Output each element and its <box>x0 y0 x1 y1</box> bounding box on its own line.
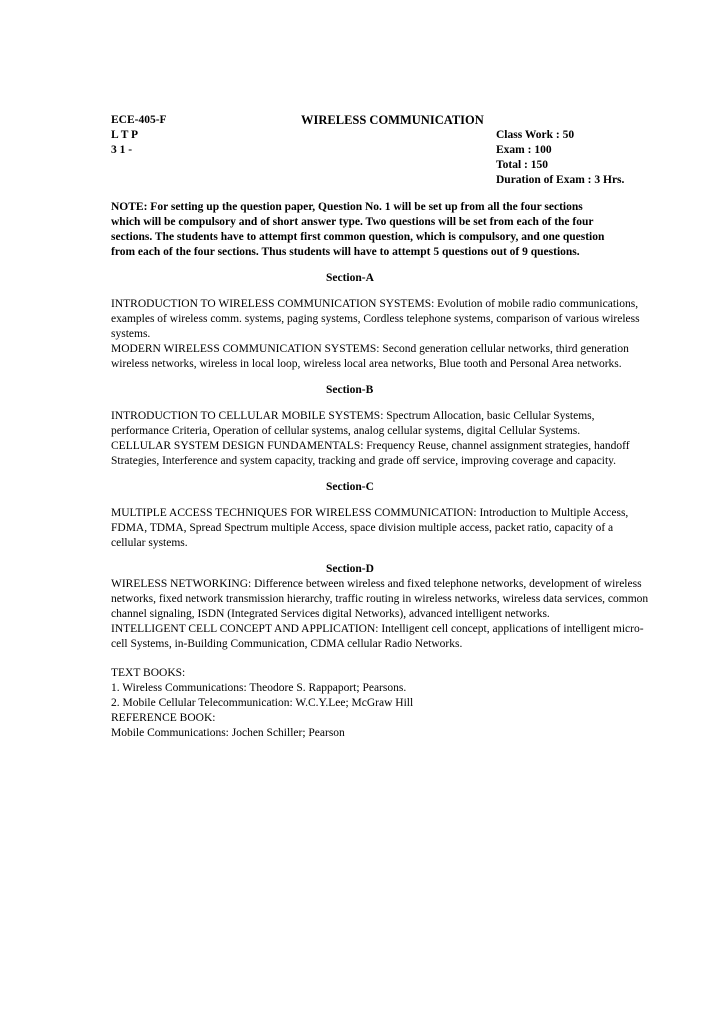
exam-duration: Duration of Exam : 3 Hrs. <box>496 174 625 186</box>
text-books-heading: TEXT BOOKS: <box>111 667 186 679</box>
course-code: ECE-405-F <box>111 114 167 126</box>
section-line: cellular systems. <box>111 537 188 549</box>
exam-marks: Exam : 100 <box>496 144 552 156</box>
header-row-title <box>111 113 681 128</box>
section-heading: Section-A <box>326 272 374 284</box>
class-work: Class Work : 50 <box>496 129 575 141</box>
section-line: FDMA, TDMA, Spread Spectrum multiple Access, space division multiple access, packet ratio, capacity of a <box>111 522 614 534</box>
total-marks: Total : 150 <box>496 159 548 171</box>
reference-book-heading: REFERENCE BOOK: <box>111 712 216 724</box>
exam-note <box>111 200 681 260</box>
ltp-label: L T P <box>111 129 139 141</box>
section-line: CELLULAR SYSTEM DESIGN FUNDAMENTALS: Frequency Reuse, channel assignment strategies, handoff <box>111 440 630 452</box>
note-line: sections. The students have to attempt first common question, which is compulsory, and one question <box>111 231 605 243</box>
section-heading: Section-B <box>326 384 374 396</box>
section-line: INTELLIGENT CELL CONCEPT AND APPLICATION: Intelligent cell concept, applications of intelligent micro- <box>111 623 644 635</box>
section-line: performance Criteria, Operation of cellular systems, analog cellular systems, digital Cellular Systems. <box>111 425 581 437</box>
header-row-total <box>111 158 681 173</box>
section-c <box>111 480 681 551</box>
section-heading: Section-C <box>326 481 374 493</box>
book-entry: 2. Mobile Cellular Telecommunication: W.C.Y.Lee; McGraw Hill <box>111 697 414 709</box>
section-line: channel signaling, ISDN (Integrated Services digital Networks), advanced intelligent networks. <box>111 608 550 620</box>
section-line: INTRODUCTION TO CELLULAR MOBILE SYSTEMS: Spectrum Allocation, basic Cellular Systems, <box>111 410 595 422</box>
note-line: NOTE: For setting up the question paper, Question No. 1 will be set up from all the four sections <box>111 201 583 213</box>
header-row-ltp <box>111 128 681 143</box>
header-row-ltp-values <box>111 143 681 158</box>
section-b <box>111 383 681 469</box>
section-a <box>111 271 681 372</box>
section-line: cell Systems, in-Building Communication, CDMA cellular Radio Networks. <box>111 638 463 650</box>
section-line: INTRODUCTION TO WIRELESS COMMUNICATION SYSTEMS: Evolution of mobile radio communications, <box>111 298 639 310</box>
book-entry: Mobile Communications: Jochen Schiller; Pearson <box>111 727 345 739</box>
course-title: WIRELESS COMMUNICATION <box>301 113 484 127</box>
section-line: networks, fixed network transmission hierarchy, traffic routing in wireless networks, wireless data services, common <box>111 593 649 605</box>
section-line: MODERN WIRELESS COMMUNICATION SYSTEMS: Second generation cellular networks, third generation <box>111 343 629 355</box>
books-list <box>111 666 681 741</box>
ltp-values: 3 1 - <box>111 144 133 156</box>
section-line: systems. <box>111 328 151 340</box>
section-line: examples of wireless comm. systems, paging systems, Cordless telephone systems, comparison of various wireless <box>111 313 640 325</box>
header-row-duration <box>111 173 681 188</box>
note-line: which will be compulsory and of short answer type. Two questions will be set from each of the four <box>111 216 594 228</box>
section-heading: Section-D <box>326 563 374 575</box>
section-line: Strategies, Interference and system capacity, tracking and grade off service, improving coverage and capacity. <box>111 455 617 467</box>
syllabus-page <box>111 113 681 741</box>
section-d <box>111 562 681 652</box>
section-line: wireless networks, wireless in local loop, wireless local area networks, Blue tooth and Personal Area networks. <box>111 358 622 370</box>
book-entry: 1. Wireless Communications: Theodore S. Rappaport; Pearsons. <box>111 682 407 694</box>
note-line: from each of the four sections. Thus students will have to attempt 5 questions out of 9 questions. <box>111 246 580 258</box>
section-line: MULTIPLE ACCESS TECHNIQUES FOR WIRELESS COMMUNICATION: Introduction to Multiple Access, <box>111 507 629 519</box>
section-line: WIRELESS NETWORKING: Difference between wireless and fixed telephone networks, development of wireless <box>111 578 642 590</box>
